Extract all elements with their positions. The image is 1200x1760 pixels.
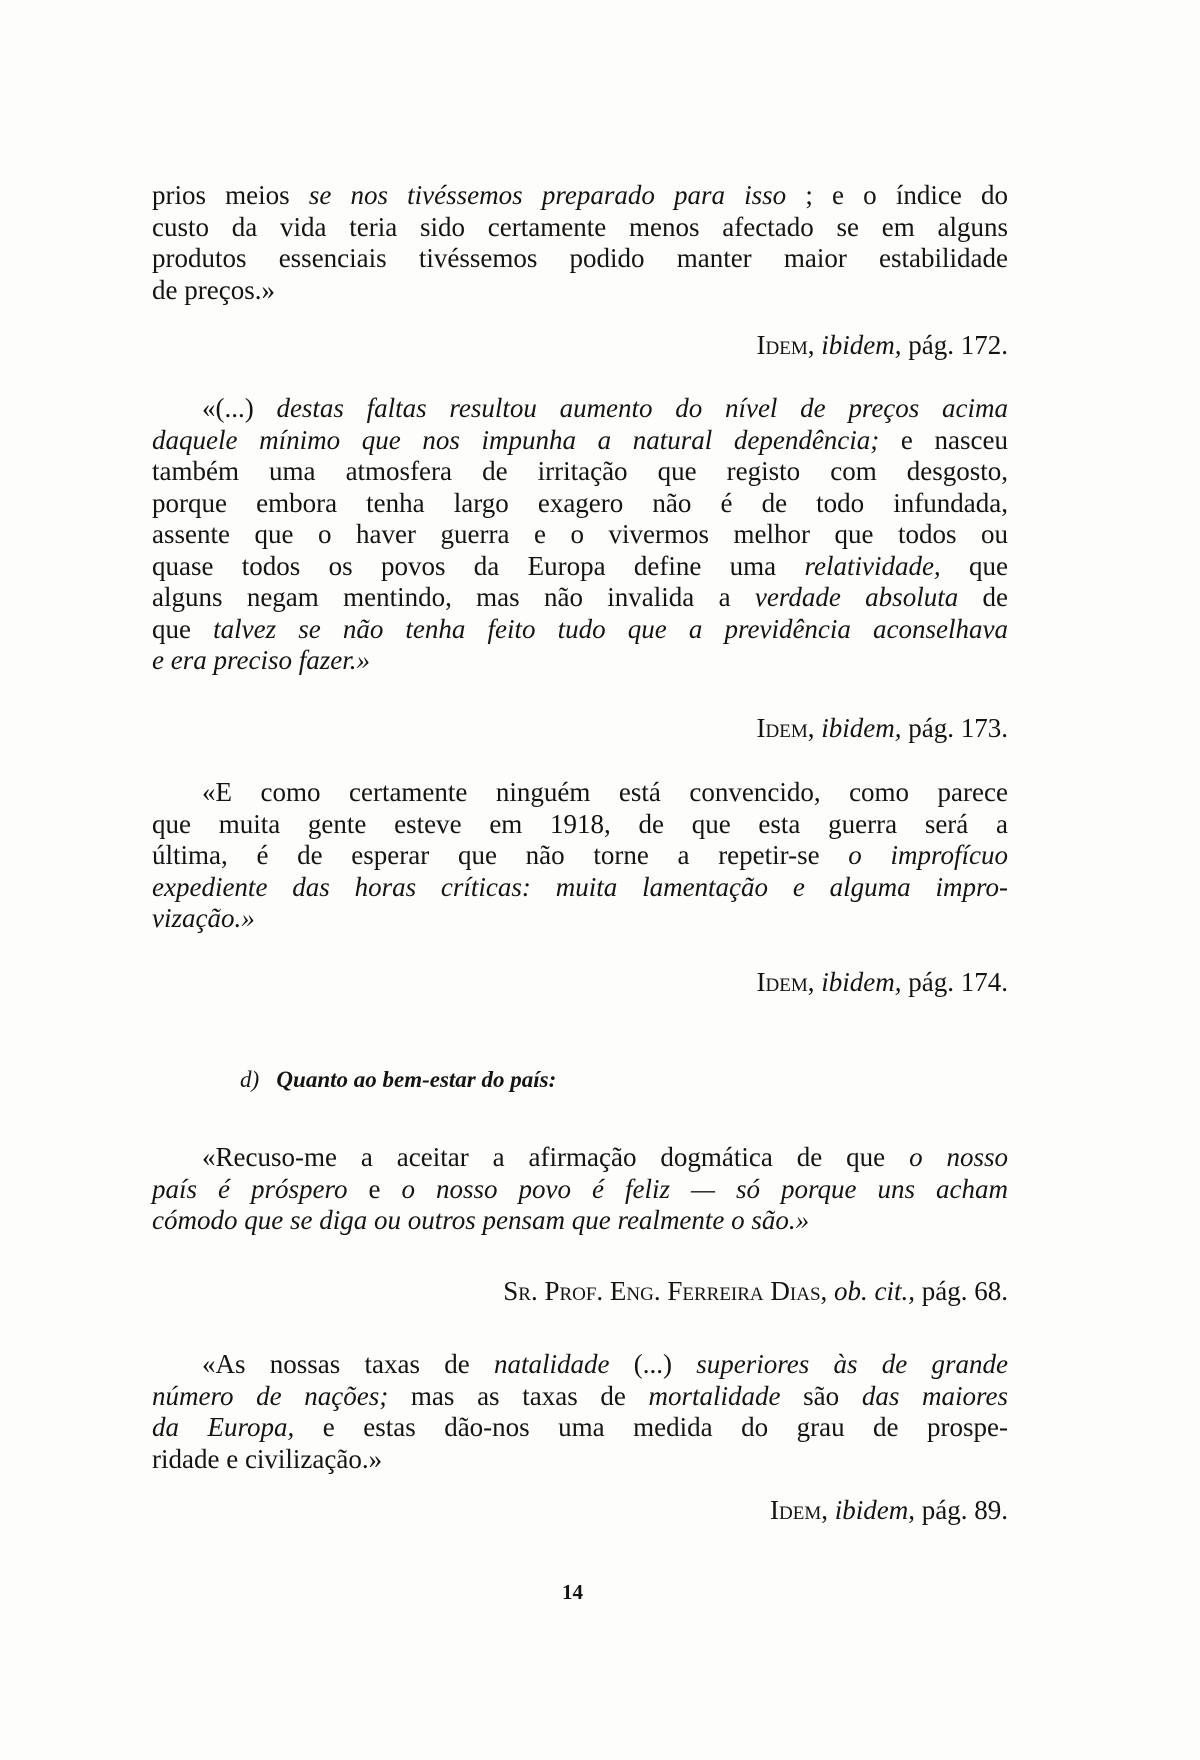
text-run: ridade e civilização.» — [152, 1443, 383, 1474]
text-line — [152, 1142, 1008, 1174]
text-run: produtos essenciais tivéssemos podido manter maior estabilidade — [152, 243, 1008, 273]
paragraph-4 — [152, 1142, 1008, 1237]
text-line — [152, 614, 1008, 646]
text-run: custo da vida teria sido certamente menos afectado se em alguns — [152, 211, 1008, 242]
text-run: que — [940, 550, 1008, 581]
citation-3 — [757, 967, 1008, 998]
italic-text: número de nações; — [152, 1380, 389, 1411]
text-run: pág. 89. — [915, 1495, 1008, 1525]
text-run: ; e o índice do — [786, 180, 1008, 210]
italic-text: ibidem, — [821, 713, 902, 743]
text-run: que muita gente esteve em 1918, de que esta guerra será a — [152, 808, 1008, 839]
text-line — [152, 425, 1008, 457]
text-line — [152, 1444, 1008, 1476]
text-run: «E como certamente ninguém está convencido, como parece — [202, 777, 1008, 807]
text-run: e estas dão-nos uma medida do grau de prospe- — [294, 1412, 1009, 1442]
text-run: porque embora tenha largo exagero não é de todo infundada, — [152, 487, 1008, 518]
italic-text: cómodo que se diga ou outros pensam que realmente o são.» — [152, 1205, 810, 1235]
text-line — [152, 1205, 1008, 1237]
text-run: e nasceu — [879, 424, 1008, 455]
text-line — [152, 212, 1008, 244]
italic-text: das maiores — [861, 1380, 1008, 1411]
text-run: , — [821, 1495, 835, 1525]
section-marker: d) — [240, 1067, 260, 1092]
text-line — [152, 872, 1008, 904]
section-title: Quanto ao bem-estar do país: — [276, 1067, 557, 1092]
text-line — [152, 1174, 1008, 1206]
text-line — [152, 519, 1008, 551]
text-run: (...) — [609, 1349, 697, 1379]
text-line — [152, 1381, 1008, 1413]
italic-text: mortalidade — [648, 1380, 781, 1411]
italic-text: o nosso — [909, 1142, 1009, 1172]
text-line — [152, 243, 1008, 275]
paragraph-1 — [152, 180, 1008, 306]
italic-text: vização.» — [152, 903, 255, 933]
text-line — [152, 551, 1008, 583]
citation-2 — [757, 713, 1008, 744]
text-run: pág. 174. — [901, 967, 1008, 997]
text-line — [152, 180, 1008, 212]
text-line — [152, 1412, 1008, 1444]
text-run: «As nossas taxas de — [202, 1349, 494, 1379]
italic-text: o improfícuo — [848, 840, 1008, 870]
italic-text: talvez se não tenha feito tudo que a previdência aconselhava — [213, 613, 1008, 644]
page-number: 14 — [562, 1580, 583, 1604]
text-run: assente que o haver guerra e o vivermos melhor que todos ou — [152, 519, 1008, 549]
text-run: , — [807, 967, 822, 997]
italic-text: ob. cit., — [834, 1276, 916, 1306]
text-line — [152, 777, 1008, 809]
text-line — [152, 645, 1008, 677]
text-run: , — [807, 713, 822, 743]
paragraph-2 — [152, 393, 1008, 677]
italic-text: verdade absoluta — [754, 582, 959, 612]
text-line — [152, 456, 1008, 488]
text-run: , — [820, 1276, 835, 1306]
small-caps-text: Idem — [756, 330, 808, 360]
italic-text: ibidem, — [834, 1495, 916, 1525]
text-line — [152, 488, 1008, 520]
text-run: prios meios — [152, 180, 309, 210]
text-run: e — [347, 1173, 402, 1204]
small-caps-text: Idem — [756, 713, 808, 743]
paragraph-5 — [152, 1349, 1008, 1475]
citation-1 — [757, 330, 1008, 361]
italic-text: daquele mínimo que nos impunha a natural dependência; — [152, 424, 880, 455]
italic-text: ibidem, — [821, 330, 902, 360]
text-line — [152, 275, 1008, 307]
small-caps-text: Sr. Prof. Eng. Ferreira Dias — [503, 1276, 821, 1306]
text-run: , — [807, 330, 822, 360]
text-run: pág. 172. — [901, 330, 1008, 360]
text-run: de preços.» — [152, 274, 275, 305]
italic-text: o nosso povo é feliz — só porque uns acham — [401, 1173, 1009, 1204]
text-run: são — [780, 1380, 862, 1411]
text-run: «(...) — [202, 393, 277, 423]
italic-text: superiores às de grande — [696, 1349, 1008, 1379]
text-line — [152, 1349, 1008, 1381]
text-run: mas as taxas de — [388, 1380, 649, 1411]
text-run: alguns negam mentindo, mas não invalida a — [152, 582, 755, 612]
italic-text: país é próspero — [152, 1173, 348, 1204]
section-heading — [240, 1067, 556, 1093]
text-run: pág. 68. — [915, 1276, 1008, 1306]
paragraph-3 — [152, 777, 1008, 935]
text-run: de — [958, 582, 1009, 612]
small-caps-text: Idem — [770, 1495, 822, 1525]
text-run: também uma atmosfera de irritação que registo com desgosto, — [152, 456, 1008, 486]
text-run: última, é de esperar que não torne a repetir-se — [152, 840, 849, 870]
italic-text: e era preciso fazer.» — [152, 645, 370, 675]
text-run: «Recuso-me a aceitar a afirmação dogmática de que — [202, 1142, 910, 1172]
italic-text: destas faltas resultou aumento do nível de preços acima — [276, 393, 1008, 423]
citation-4 — [503, 1276, 1008, 1307]
text-line — [152, 393, 1008, 425]
text-line — [152, 809, 1008, 841]
text-run: pág. 173. — [901, 713, 1008, 743]
text-run: que — [152, 613, 214, 644]
citation-5 — [770, 1495, 1008, 1526]
text-line — [152, 903, 1008, 935]
italic-text: ibidem, — [821, 967, 902, 997]
italic-text: da Europa, — [152, 1412, 295, 1442]
italic-text: natalidade — [494, 1349, 610, 1379]
italic-text: relatividade, — [804, 550, 941, 581]
text-run: quase todos os povos da Europa define uma — [152, 550, 805, 581]
italic-text: expediente das horas críticas: muita lamentação e alguma impro- — [152, 871, 1008, 902]
small-caps-text: Idem — [756, 967, 808, 997]
text-line — [152, 582, 1008, 614]
italic-text: se nos tivéssemos preparado para isso — [308, 180, 787, 210]
text-line — [152, 840, 1008, 872]
